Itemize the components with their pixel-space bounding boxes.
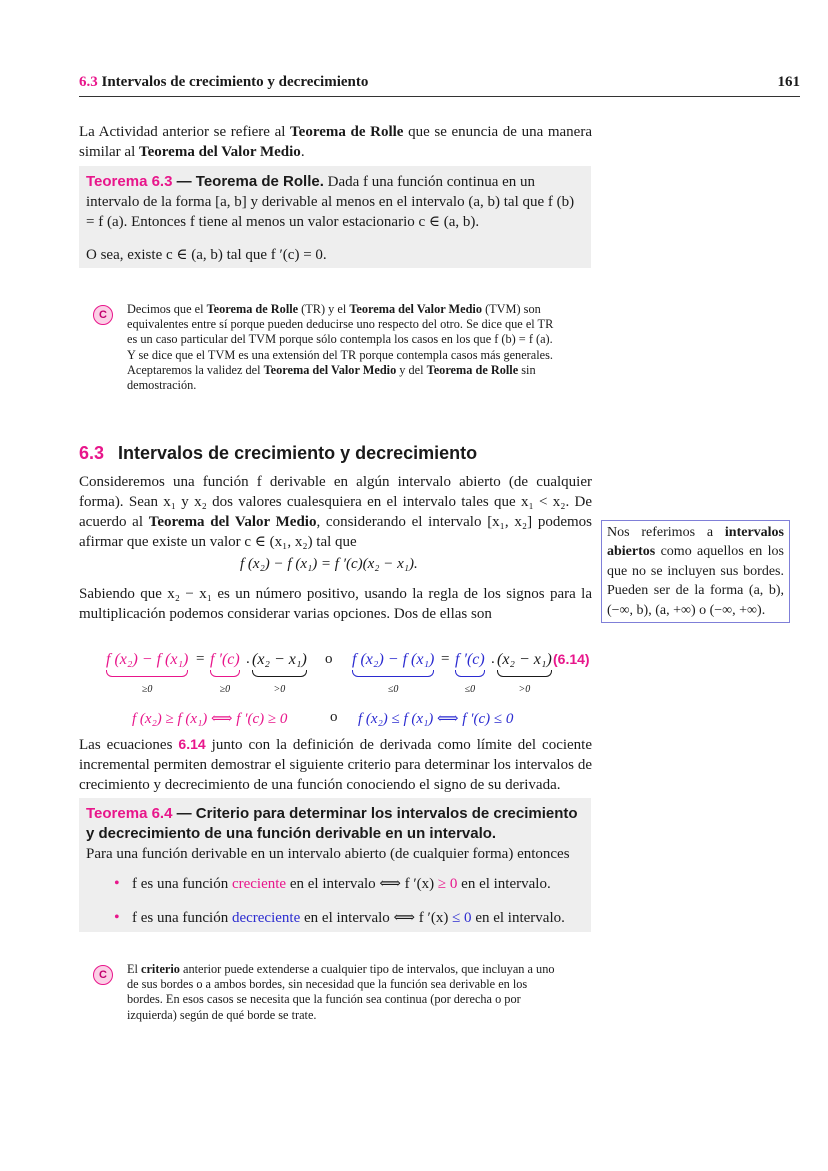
eq-left-diff — [106, 651, 188, 695]
eq-right-diff-text: f (x₂) − f (x₁) — [352, 651, 435, 668]
theorem-6-4-label: Teorema 6.4 — [86, 805, 173, 822]
criteria-1-c2: ≥ 0 — [437, 876, 458, 892]
criteria-2-c1: decreciente — [231, 910, 301, 926]
running-header — [79, 74, 800, 97]
comment-1 — [93, 302, 561, 393]
section-heading — [79, 443, 477, 464]
paragraph-3-t2: junto con la definición de derivada como límite del cociente incremental permiten demostrar el siguiente criterio para determinar los intervalos de crecimiento y decrecimiento de una función conociendo el signo de su derivada. — [79, 737, 592, 793]
underbrace — [106, 670, 188, 677]
comment-2 — [93, 962, 561, 1023]
comment-1-b1: Teorema de Rolle — [206, 302, 299, 316]
criteria-1-t2: en el intervalo ⟺ f ′(x) — [286, 876, 438, 892]
theorem-6-4-name: — Criterio para determinar los intervalos de crecimiento y decrecimiento de una función derivable en un intervalo. — [86, 805, 578, 842]
section-number: 6.3 — [79, 443, 105, 463]
underbrace — [210, 670, 240, 677]
comment-1-b3: Teorema del Valor Medio — [263, 362, 397, 377]
underbrace — [352, 670, 434, 677]
page-number: 161 — [777, 74, 800, 90]
intro-text-1: La Actividad anterior se refiere al — [79, 124, 291, 140]
criteria-2-t3: en el intervalo. — [471, 910, 565, 926]
margin-note-t1: Nos referimos a — [607, 525, 725, 540]
comment-2-t1: El — [127, 962, 142, 976]
comment-1-t2: (TR) y el — [298, 302, 350, 316]
underbrace-label: >0 — [273, 684, 286, 695]
underbrace-label: ≤0 — [464, 684, 476, 695]
intro-text-2: que se enuncia de una manera similar al — [79, 124, 592, 160]
eq-left-deriv — [210, 651, 240, 695]
margin-note-t2: como aquellos en los que no se incluyen sus bordes. Pueden ser de la forma (a, b), (−∞, b), (a, +∞) o (−∞, +∞). — [607, 544, 784, 618]
underbrace-label: ≥0 — [141, 684, 153, 695]
intro-bold-2: Teorema del Valor Medio — [139, 144, 301, 160]
underbrace-label: ≥0 — [219, 684, 231, 695]
header-section-title: Intervalos de crecimiento y decrecimiento — [101, 74, 369, 90]
comment-c-icon: C — [93, 305, 113, 325]
equation-mvt: f (x₂) − f (x₁) = f ′(c)(x₂ − x₁). — [240, 556, 418, 572]
comment-2-b1: criterio — [141, 962, 180, 976]
comment-1-t6: sin demostración. — [127, 362, 536, 393]
equivalence-increasing: f (x₂) ≥ f (x₁) ⟺ f ′(c) ≥ 0 — [132, 711, 288, 727]
equivalence-decreasing: f (x₂) ≤ f (x₁) ⟺ f ′(c) ≤ 0 — [358, 711, 514, 727]
eq-right-diff — [352, 651, 434, 695]
theorem-6-3-restatement: O sea, existe c ∈ (a, b) tal que f ′(c) = 0. — [86, 247, 327, 263]
comment-c-icon: C — [93, 965, 113, 985]
criteria-list — [86, 874, 584, 928]
paragraph-3-t1: Las ecuaciones — [79, 737, 179, 753]
comment-1-b4: Teorema de Rolle — [426, 362, 519, 377]
eq-right-deriv — [455, 651, 485, 695]
comment-1-b2: Teorema del Valor Medio — [349, 302, 482, 316]
paragraph-3 — [79, 734, 592, 795]
underbrace-label: >0 — [518, 684, 531, 695]
theorem-6-3-box — [79, 166, 591, 268]
theorem-6-4-box — [79, 798, 591, 932]
theorem-6-3-label: Teorema 6.3 — [86, 173, 173, 190]
eq-left-equals: = — [196, 651, 205, 667]
criteria-2-t1: f es una función — [132, 910, 232, 926]
criteria-item-decreasing — [86, 908, 584, 928]
criteria-2-c2: ≤ 0 — [452, 910, 472, 926]
underbrace — [497, 670, 552, 677]
criteria-2-t2: en el intervalo ⟺ f ′(x) — [300, 910, 453, 926]
eq-left-dot: . — [246, 651, 250, 667]
intro-paragraph — [79, 122, 592, 162]
criteria-1-c1: creciente — [231, 876, 287, 892]
paragraph-2: Sabiendo que x₂ − x₁ es un número positivo, usando la regla de los signos para la multiplicación podemos considerar varias opciones. Dos de ellas son — [79, 586, 592, 622]
paragraph-1 — [79, 472, 592, 552]
comment-1-text — [127, 302, 561, 393]
theorem-6-3-statement — [86, 172, 584, 232]
underbrace — [252, 670, 307, 677]
eq-right-equals: = — [441, 651, 450, 667]
comment-1-t5: y del — [396, 362, 427, 377]
criteria-1-t1: f es una función — [132, 876, 232, 892]
section-title: Intervalos de crecimiento y decrecimiento — [118, 443, 478, 463]
comment-2-t2: anterior puede extenderse a cualquier tipo de intervalos, que incluyan a uno de sus bordes o a ambos bordes, sin necesidad que la función sea derivable en los bordes. En esos casos se necesita que la función sea continua (por derecha o por izquierda) según de qué borde se trate. — [127, 962, 555, 1022]
eq-right-delta-text: (x₂ − x₁) — [497, 651, 552, 668]
eq-left-delta-text: (x₂ − x₁) — [252, 651, 307, 668]
paragraph-1-t2: , considerando el intervalo [x₁, x₂] podemos afirmar que existe un valor c ∈ (x₁, x₂) tal que — [79, 514, 592, 550]
equation-reference-link[interactable]: 6.14 — [178, 736, 206, 752]
paragraph-1-b1: Teorema del Valor Medio — [148, 514, 317, 530]
intro-bold-1: Teorema de Rolle — [290, 124, 404, 140]
theorem-6-3-name: — Teorema de Rolle. — [172, 173, 324, 190]
margin-note — [601, 520, 790, 623]
comment-1-t1: Decimos que el — [127, 302, 207, 316]
criteria-1-t3: en el intervalo. — [457, 876, 551, 892]
comment-2-text — [127, 962, 561, 1023]
comment-1-t4: Aceptaremos la validez del — [127, 362, 264, 377]
eq-left-delta — [252, 651, 307, 695]
theorem-6-3-title — [86, 173, 324, 190]
underbrace — [455, 670, 485, 677]
eq-right-deriv-text: f ′(c) — [455, 651, 485, 668]
equation-tag: (6.14) — [553, 651, 590, 667]
header-section-number: 6.3 — [79, 74, 98, 90]
eq-left-diff-text: f (x₂) − f (x₁) — [106, 651, 189, 668]
comment-1-t3: (TVM) son equivalentes entre sí porque pueden deducirse uno respecto del otro. Se dice que el TR es un caso particular del TVM porque sólo contempla los casos en los que f (b) = f (a). Y se dice que el TVM es una extensión del TR porque contempla casos más generales. — [127, 302, 554, 362]
theorem-6-4-title — [86, 804, 584, 844]
intro-text-3: . — [300, 144, 305, 160]
criteria-item-increasing — [86, 874, 584, 894]
eq-right-delta — [497, 651, 552, 695]
underbrace-label: ≤0 — [387, 684, 399, 695]
eq-left-deriv-text: f ′(c) — [210, 651, 240, 668]
paragraph-1-t1: Consideremos una función f derivable en algún intervalo abierto (de cualquier forma). Sean x₁ y x₂ dos valores cualesquiera en el intervalo tales que x₁ < x₂. De acuerdo al — [79, 474, 592, 530]
theorem-6-3-body: Dada f una función continua en un intervalo de la forma [a, b] y derivable al menos en el intervalo (a, b) tal que f (b) = f (a). Entonces f tiene al menos un valor estacionario c ∈ (a, b). — [86, 174, 575, 230]
theorem-6-4-intro: Para una función derivable en un intervalo abierto (de cualquier forma) entonces — [86, 846, 570, 862]
equivalence-or: o — [330, 709, 338, 725]
eq-right-dot: . — [491, 651, 495, 667]
eq-or: o — [325, 651, 333, 667]
margin-note-b1: intervalos abiertos — [607, 525, 784, 560]
